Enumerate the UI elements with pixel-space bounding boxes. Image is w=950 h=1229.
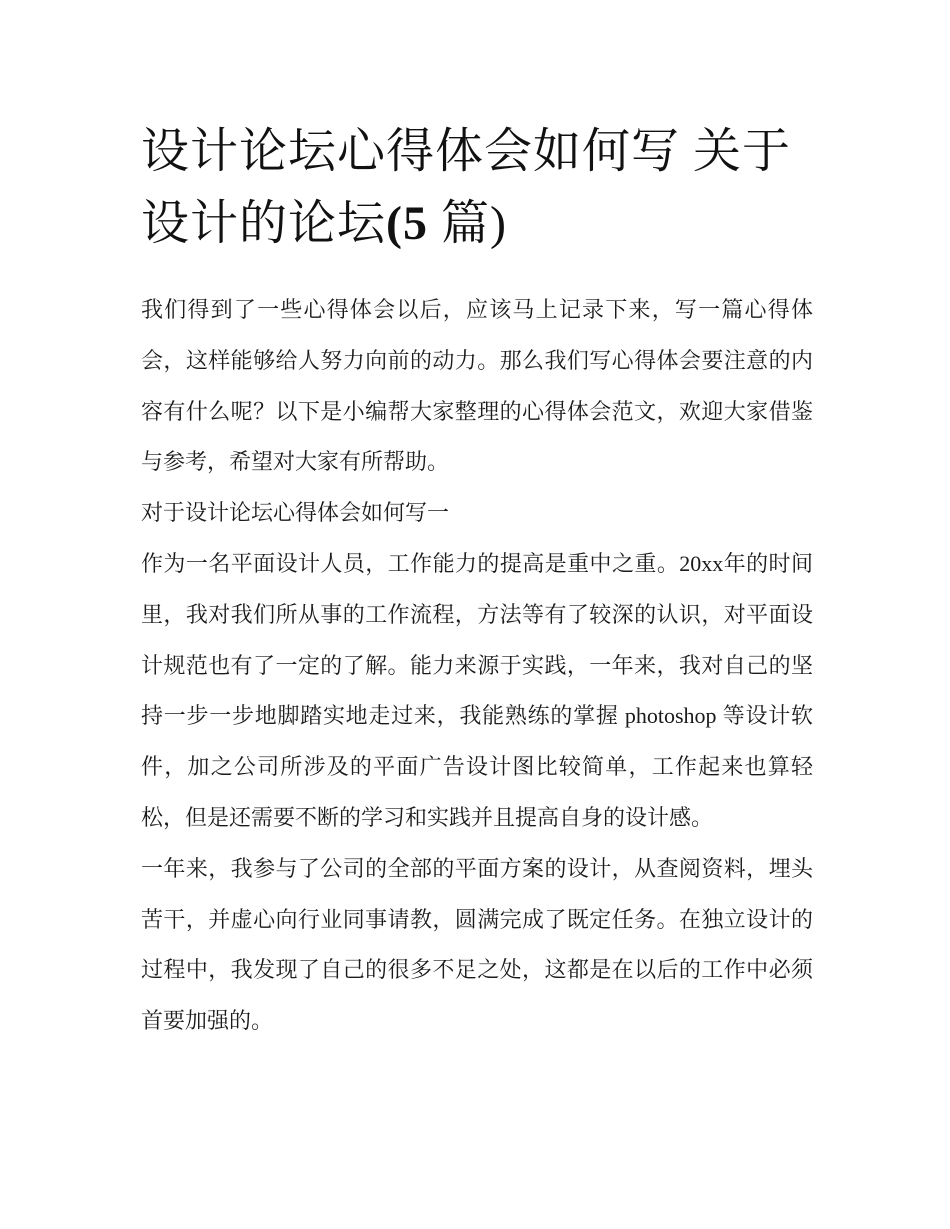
title-text: 设计论坛心得体会如何写 关于设计的论坛 — [141, 125, 792, 250]
document-content — [141, 116, 813, 1047]
section-heading: 对于设计论坛心得体会如何写一 — [141, 500, 450, 526]
document-title — [141, 116, 813, 260]
title-number: 5 — [403, 197, 428, 250]
body-paragraph: 作为一名平面设计人员，工作能力的提高是重中之重。20xx年的时间里，我对我们所从事的工作流程，方法等有了较深的认识，对平面设计规范也有了一定的了解。能力来源于实践，一年来，我对自己的坚持一步一步地脚踏实地走过来，我能熟练的掌握 photoshop 等设计软件，加之公司所涉及的平面广告设计图比较简单，工作起来也算轻松，但是还需要不断的学习和实践并且提高自身的设计感。 — [141, 550, 813, 830]
body-paragraph: 一年来，我参与了公司的全部的平面方案的设计，从查阅资料，埋头苦干，并虚心向行业同事请教，圆满完成了既定任务。在独立设计的过程中，我发现了自己的很多不足之处，这都是在以后的工作中必须首要加强的。 — [141, 855, 813, 1034]
title-paren-open: ( — [386, 197, 403, 250]
document-body — [141, 285, 813, 1047]
title-suffix: 篇) — [428, 197, 507, 250]
intro-paragraph: 我们得到了一些心得体会以后，应该马上记录下来，写一篇心得体会，这样能够给人努力向前的动力。那么我们写心得体会要注意的内容有什么呢？以下是小编帮大家整理的心得体会范文，欢迎大家借鉴与参考，希望对大家有所帮助。 — [141, 297, 813, 475]
